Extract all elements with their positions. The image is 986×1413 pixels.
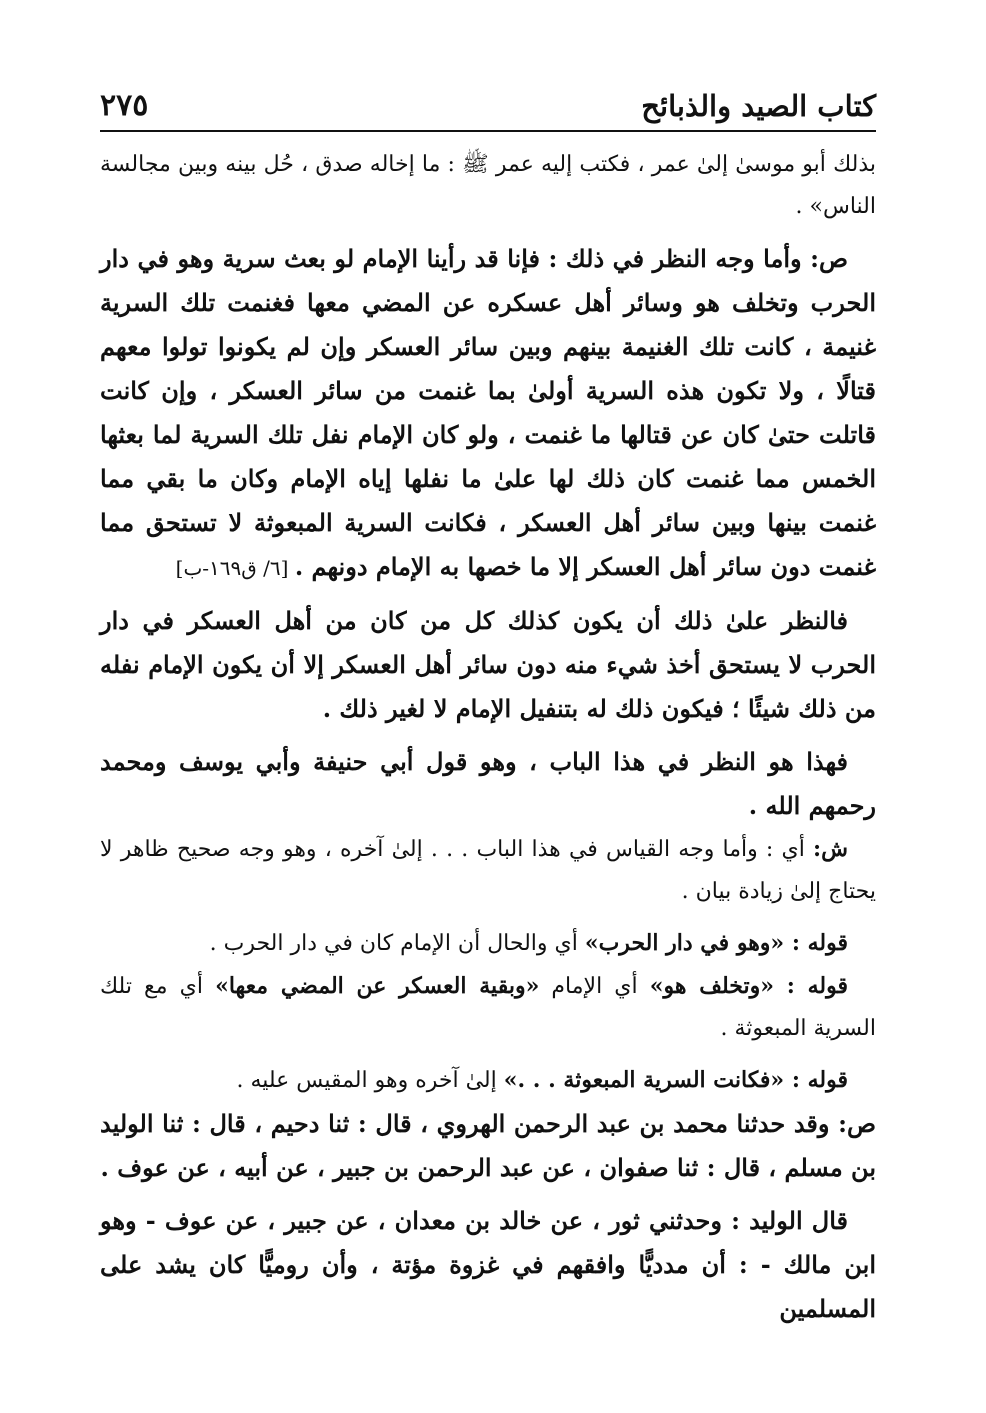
paragraph-nazar	[100, 599, 876, 731]
quoted-phrase: «فكانت السرية المبعوثة . . .»	[503, 1067, 792, 1093]
manuscript-ref: [٦/ ق١٦٩-ب]	[175, 556, 295, 580]
paragraph-text: وقد حدثنا محمد بن عبد الرحمن الهروي ، قال : ثنا دحيم ، قال : ثنا الوليد بن مسلم ، قال : ثنا صفوان ، عن عبد الرحمن بن جبير ، عن أبيه ، عن عوف .	[100, 1109, 876, 1182]
paragraph-text-sad-2	[100, 1102, 876, 1190]
paragraph-label: قوله :	[791, 930, 848, 956]
paragraph-text: فالنظر علىٰ ذلك أن يكون كذلك كل من كان من أهل العسكر في دار الحرب لا يستحق أخذ شيء منه دون سائر أهل العسكر إلا أن يكون الإمام نفله من ذلك شيئًا ؛ فيكون ذلك له بتنفيل الإمام لا لغير ذلك .	[100, 606, 877, 723]
paragraph-label: قوله :	[786, 973, 848, 999]
paragraph-text: قال الوليد : وحدثني ثور ، عن خالد بن معدان ، عن جبير ، عن عوف - وهو ابن مالك - : أن مدديًّا وافقهم في غزوة مؤتة ، وأن روميًّا كان يشد على المسلمين	[100, 1206, 876, 1323]
quoted-phrase: «وهو في دار الحرب»	[584, 930, 792, 956]
header-rule	[100, 130, 876, 132]
paragraph-conclusion	[100, 740, 876, 828]
page-number: ٢٧٥	[100, 88, 149, 123]
paragraph-label: ص:	[810, 244, 848, 273]
paragraph-isnad	[100, 1199, 876, 1331]
paragraph-text: أي مع تلك السرية المبعوثة .	[100, 974, 876, 1041]
page-header	[100, 78, 876, 126]
paragraph-label: ش:	[813, 836, 848, 862]
paragraph-sharh-1	[100, 828, 876, 913]
paragraph-continuation	[100, 144, 876, 228]
book-page	[100, 78, 876, 1331]
paragraph-label: قوله :	[791, 1067, 848, 1093]
paragraph-text: وأما وجه النظر في ذلك : فإنا قد رأينا الإمام لو بعث سرية وهو في دار الحرب وتخلف هو وسائر أهل عسكره عن المضي معها فغنمت تلك السرية غنيمة ، كانت تلك الغنيمة بينهم وبين سائر العسكر وإن لم يكونوا تولوا معهم قتالًا ، ولا تكون هذه السرية أولىٰ بما غنمت من سائر العسكر ، وإن كانت قاتلت حتىٰ كان عن قتالها ما غنمت ، ولو كان الإمام نفل تلك السرية لما بعثها الخمس مما غنمت كان ذلك لها علىٰ ما نفلها إياه الإمام وكان ما بقي مما غنمت بينها وبين سائر أهل العسكر ، فكانت السرية المبعوثة لا تستحق مما غنمت دون سائر أهل العسكر إلا ما خصها به الإمام دونهم .	[100, 244, 876, 581]
book-title: كتاب الصيد والذبائح	[641, 89, 876, 123]
paragraph-text: أي : وأما وجه القياس في هذا الباب . . . إلىٰ آخره ، وهو وجه صحيح ظاهر لا يحتاج إلىٰ زيادة بيان .	[100, 837, 876, 904]
quoted-phrase: «وبقية العسكر عن المضي معها»	[215, 973, 540, 999]
paragraph-qawluhu-1	[100, 922, 876, 965]
paragraph-text-sad-1	[100, 237, 876, 590]
paragraph-qawluhu-2	[100, 965, 876, 1050]
paragraph-text: بذلك أبو موسىٰ إلىٰ عمر ، فكتب إليه عمر ﷺ : ما إخاله صدق ، حُل بينه وبين مجالسة الناس» .	[100, 152, 876, 219]
paragraph-text: فهذا هو النظر في هذا الباب ، وهو قول أبي حنيفة وأبي يوسف ومحمد رحمهم الله .	[100, 747, 876, 820]
paragraph-label: ص:	[838, 1109, 876, 1138]
paragraph-text: أي والحال أن الإمام كان في دار الحرب .	[209, 931, 585, 956]
paragraph-text: أي الإمام	[539, 974, 650, 999]
quoted-phrase: «وتخلف هو»	[649, 973, 787, 999]
paragraph-qawluhu-3	[100, 1059, 876, 1102]
paragraph-text: إلىٰ آخره وهو المقيس عليه .	[236, 1068, 504, 1093]
